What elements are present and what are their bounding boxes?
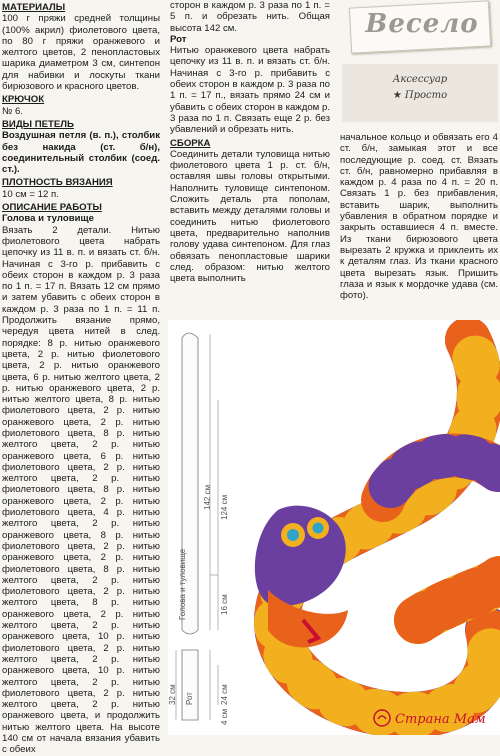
eyes-text: начальное кольцо и обвязать его 4 ст. б/н, замыкая этот и все последующие р. соед. ст. Вязать ст. б/н, равномерно прибавляя в каждом р. 4 раза по 4 п. = 20 п. Связать 1 р. без прибавления, вставить шарик, выполнить убавления в обратном порядке и закрыть оставшиеся 4 п. вместе. Из ткани бирюзового цвета вырезать 2 кружка и приклеить их к деталям глаз. Из ткани красного цвета вырезать язык. Пришить глаза и язык к мордочке удава (см. фото). bbox=[340, 132, 498, 302]
dim-4: 4 см bbox=[220, 708, 229, 725]
label-mouth: Рот bbox=[185, 692, 194, 705]
section-head-body: Голова и туловище bbox=[2, 213, 94, 225]
column-middle bbox=[170, 0, 330, 284]
body-continued-text: сторон в каждом р. 3 раза по 1 п. = 5 п. и обрезать нить. Общая высота 142 см. bbox=[170, 0, 330, 34]
section-banner bbox=[342, 0, 500, 60]
section-title: Весело bbox=[365, 9, 479, 39]
category-label: Аксессуар bbox=[392, 74, 448, 85]
body-instructions: Вязать 2 детали. Нитью фиолетового цвета набрать цепочку из 11 в. п. и вязать ст. б/н. Начиная с 3-го р. прибавить с обеих сторон в каждом р. 3 раза по 1 п. = 17 п. Вязать 12 см прямо и затем убавить с обеих сторон в каждом р. 3 раза по 1 п. = 11 п. Продолжить вязание прямо, чередуя цвета нитей в след. порядке: 8 р. нитью оранжевого цвета, 2 р. нитью фиолетового цвета, 2 р. нитью оранжевого цвета, 6 р. нитью желтого цвета, 2 р. нитью оранжевого цвета, 2 р. нитью желтого цвета, 8 р. нитью фиолетового цвета, 2 р. нитью оранжевого цвета, 2 р. нитью фиолетового цвета, 8 р. нитью желтого цвета, 2 р. нитью оранжевого цвета, 6 р. нитью фиолетового цвета, 2 р. нитью желтого цвета, 2 р. нитью фиолетового цвета, 8 р. нитью оранжевого цвета, 2 р. нитью фиолетового цвета, 4 р. нитью желтого цвета, 2 р. нитью оранжевого цвета, 8 р. нитью фиолетового цвета, 2 р. нитью оранжевого цвета, 2 р. нитью фиолетового цвета, 8 р. нитью желтого цвета, 2 р. нитью фиолетового цвета, 2 р. нитью желтого цвета, 8 р. нитью оранжевого цвета, 2 р. нитью желтого цвета, 2 р. нитью оранжевого цвета, 10 р. нитью фиолетового цвета, 2 р. нитью желтого цвета, 2 р. нитью оранжевого цвета, 10 р. нитью желтого цвета, 2 р. нитью фиолетового цвета, 2 р. нитью желтого цвета, 2 р. нитью оранжевого цвета, и продолжить нитью желтого цвета. На высоте 140 см от начала вязания убавить с обеих bbox=[2, 224, 160, 756]
column-right bbox=[340, 132, 498, 301]
column-left bbox=[2, 0, 160, 756]
snake-illustration bbox=[168, 320, 500, 735]
project-tag bbox=[342, 64, 498, 122]
star-icon: ★ bbox=[392, 90, 402, 101]
photo-area bbox=[168, 320, 500, 735]
materials-heading: МАТЕРИАЛЫ bbox=[2, 2, 66, 13]
mouth-heading: Рот bbox=[170, 33, 187, 45]
stitches-text: Воздушная петля (в. п.), столбик без накида (ст. б/н), соединительный столбик (соед. ст.). bbox=[2, 130, 160, 176]
dim-142: 142 см bbox=[203, 484, 212, 510]
difficulty-text: Просто bbox=[404, 90, 448, 101]
dim-16: 16 см bbox=[220, 594, 229, 615]
mouth-text: Нитью оранжевого цвета набрать цепочку из 11 в. п. и вязать ст. б/н. Начиная с 3-го р. прибавить с обеих сторон в каждом р. 3 раза по 1 п. = 17 п., вязать прямо 24 см и убавить с обеих сторон в каждом р. 3 раза по 1 п. Связать еще 2 р. без убавлений и обрезать нить. bbox=[170, 45, 330, 136]
body-schematic bbox=[182, 333, 198, 720]
watermark-text: Страна Мам bbox=[395, 712, 486, 727]
density-heading: ПЛОТНОСТЬ ВЯЗАНИЯ bbox=[2, 177, 113, 189]
hook-text: № 6. bbox=[2, 105, 23, 117]
watermark-logo-icon bbox=[372, 708, 392, 728]
assembly-text: Соединить детали туловища нитью фиолетового цвета 1 р. ст. б/н, оставляя швы головы открытыми. Наполнить туловище синтепоном. Сложить деталь рта пополам, вставить между деталями головы и соединить нитью фиолетового цвета, предварительно наполнив голову удава синтепоном. Для глаз обвязать пенопластовые шарики след. образом: нитью желтого цвета выполнить bbox=[170, 148, 330, 285]
description-heading: ОПИСАНИЕ РАБОТЫ bbox=[2, 202, 102, 214]
stitches-heading: ВИДЫ ПЕТЕЛЬ bbox=[2, 118, 74, 130]
difficulty-label bbox=[342, 90, 498, 101]
dim-124: 124 см bbox=[220, 494, 229, 520]
materials-text: 100 г пряжи средней толщины (100% акрил) фиолетового цвета, по 80 г пряжи оранжевого и желтого цветов, 2 пенопластовых шарика диаметром 3 см, синтепон для набивки и лоскуты ткани бирюзового и красного цветов. bbox=[2, 13, 160, 93]
dim-32: 32 см bbox=[168, 684, 177, 705]
density-text: 10 см = 12 п. bbox=[2, 188, 59, 200]
dim-24: 24 см bbox=[220, 684, 229, 705]
label-body: Голова и туловище bbox=[178, 548, 187, 620]
hook-heading: КРЮЧОК bbox=[2, 94, 45, 106]
snake-head bbox=[255, 506, 348, 648]
assembly-heading: СБОРКА bbox=[170, 137, 211, 149]
